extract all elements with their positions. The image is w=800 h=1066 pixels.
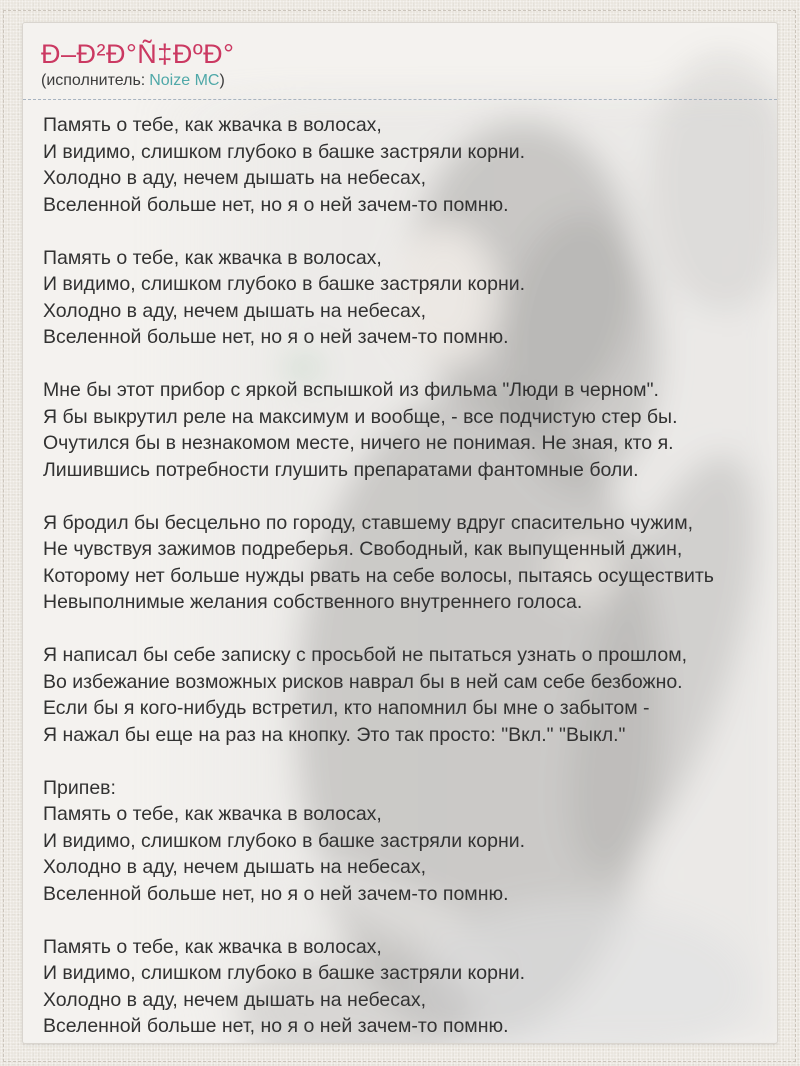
lyric-line: Холодно в аду, нечем дышать на небесах, [43, 167, 427, 189]
lyric-line: Я бы выкрутил реле на максимум и вообще, - все подчистую стер бы. [43, 405, 678, 428]
lyric-line: И видимо, слишком глубоко в башке застряли корни. [43, 829, 526, 852]
lyric-line: Я написал бы себе записку с просьбой не пытаться узнать о прошлом, [43, 644, 688, 666]
lyrics-text [23, 100, 777, 1044]
lyric-line: Вселенной больше нет, но я о ней зачем-то помню. [43, 1015, 509, 1037]
lyric-line: Которому нет больше нужды рвать на себе волосы, пытаясь осуществить [43, 564, 714, 587]
chorus-label: Припев: [43, 776, 116, 799]
lyric-line: Память о тебе, как жвачка в волосах, [43, 935, 382, 958]
lyric-line: Невыполнимые желания собственного внутреннего голоса. [43, 591, 583, 613]
artist-label: (исполнитель: [41, 72, 146, 89]
stanza-5 [43, 642, 759, 748]
lyric-line: Во избежание возможных рисков наврал бы в ней сам себе безбожно. [43, 670, 683, 693]
lyric-line: Холодно в аду, нечем дышать на небесах, [43, 988, 427, 1011]
artist-label-close: ) [219, 72, 225, 89]
lyric-line: Холодно в аду, нечем дышать на небесах, [43, 299, 427, 322]
lyric-line: Я нажал бы еще на раз на кнопку. Это так просто: "Вкл." "Выкл." [43, 723, 626, 746]
stanza-3 [43, 377, 759, 483]
lyric-line: Лишившись потребности глушить препаратами фантомные боли. [43, 458, 639, 481]
lyric-line: Вселенной больше нет, но я о ней зачем-то помню. [43, 193, 509, 216]
lyric-line: И видимо, слишком глубоко в башке застряли корни. [43, 273, 526, 295]
artist-link[interactable]: Noize MC [149, 72, 220, 89]
lyrics-card [22, 22, 778, 1044]
lyric-line: Вселенной больше нет, но я о ней зачем-то помню. [43, 326, 509, 348]
stanza-7 [43, 934, 759, 1040]
lyric-line: Память о тебе, как жвачка в волосах, [43, 114, 382, 136]
lyric-line: Вселенной больше нет, но я о ней зачем-то помню. [43, 882, 509, 905]
lyric-line: Не чувствуя зажимов подреберья. Свободный, как выпущенный джин, [43, 538, 683, 560]
stanza-4 [43, 510, 759, 616]
lyric-line: Если бы я кого-нибудь встретил, кто напомнил бы мне о забытом - [43, 697, 650, 719]
stanza-6-chorus [43, 775, 759, 908]
lyric-line: Память о тебе, как жвачка в волосах, [43, 246, 382, 269]
lyric-line: И видимо, слишком глубоко в башке застряли корни. [43, 140, 526, 163]
lyric-line: И видимо, слишком глубоко в башке застряли корни. [43, 962, 526, 984]
artist-row [41, 71, 759, 91]
stanza-2 [43, 245, 759, 351]
song-title: Ð–Ð²Ð°Ñ‡ÐºÐ° [41, 39, 235, 69]
lyric-line: Память о тебе, как жвачка в волосах, [43, 803, 382, 825]
stanza-1 [43, 112, 759, 218]
lyric-line: Холодно в аду, нечем дышать на небесах, [43, 856, 427, 878]
lyric-line: Мне бы этот прибор с яркой вспышкой из фильма "Люди в черном". [43, 379, 659, 401]
lyric-line: Очутился бы в незнакомом месте, ничего не понимая. Не зная, кто я. [43, 432, 674, 454]
lyric-line: Я бродил бы бесцельно по городу, ставшему вдруг спасительно чужим, [43, 511, 694, 534]
song-header [23, 23, 777, 100]
